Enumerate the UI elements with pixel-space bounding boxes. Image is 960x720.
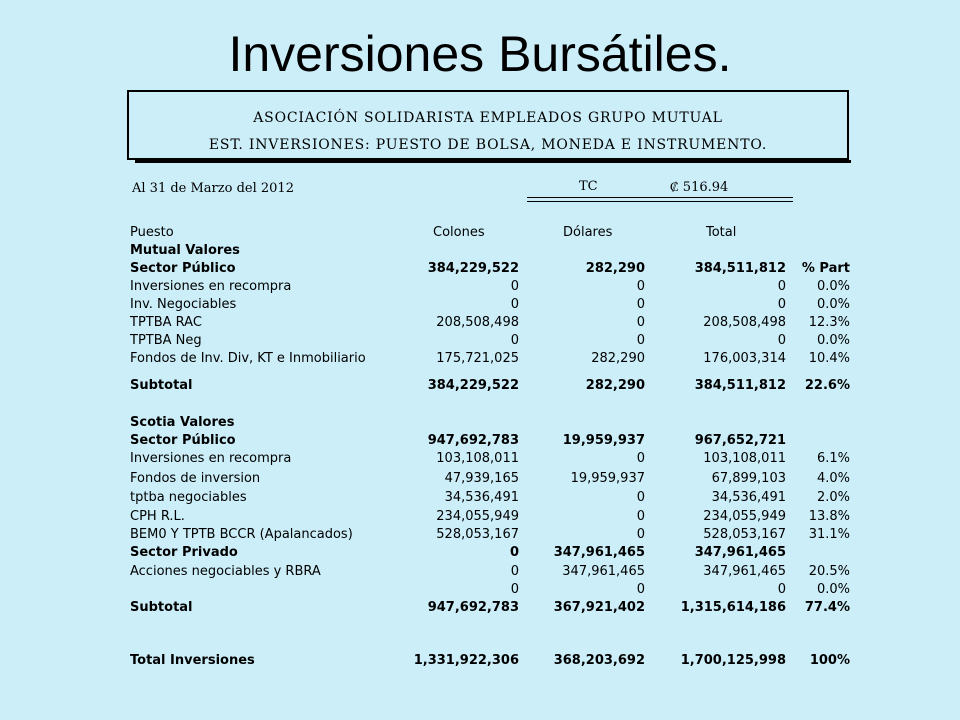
row-label: Fondos de inversion (130, 471, 261, 486)
row-label: Mutual Valores (130, 243, 240, 258)
exchange-rate-underline-double (527, 201, 793, 202)
table-row (0, 332, 960, 350)
table-row (0, 526, 960, 544)
row-label: CPH R.L. (130, 509, 185, 524)
cell-total: 347,961,465 (703, 564, 786, 579)
cell-part: 20.5% (808, 564, 850, 579)
cell-dolares: 0 (636, 297, 645, 312)
slide-title: Inversiones Bursátiles. (228, 26, 732, 82)
cell-total: 384,511,812 (694, 261, 786, 276)
table-row (0, 652, 960, 670)
table-header-row (0, 224, 960, 242)
table-row (0, 296, 960, 314)
row-label: TPTBA RAC (130, 315, 202, 330)
table-row (0, 489, 960, 507)
cell-dolares: 19,959,937 (570, 471, 645, 486)
cell-colones: 384,229,522 (427, 261, 519, 276)
table-row (0, 581, 960, 599)
cell-dolares: 367,921,402 (553, 600, 645, 615)
table-row (0, 432, 960, 450)
cell-total: 103,108,011 (703, 451, 786, 466)
report-date: Al 31 de Marzo del 2012 (132, 181, 294, 196)
row-label: tptba negociables (130, 490, 247, 505)
table-row (0, 314, 960, 332)
cell-dolares: 0 (636, 451, 645, 466)
cell-colones: 0 (510, 297, 519, 312)
cell-part: 0.0% (816, 297, 850, 312)
cell-part: 31.1% (808, 527, 850, 542)
col-header-total: Total (706, 225, 737, 240)
cell-total: 234,055,949 (703, 509, 786, 524)
table-row (0, 563, 960, 581)
cell-part: 2.0% (816, 490, 850, 505)
cell-part: 100% (809, 653, 850, 668)
row-label: BEM0 Y TPTB BCCR (Apalancados) (130, 527, 353, 542)
cell-dolares: 0 (636, 509, 645, 524)
cell-dolares: 347,961,465 (562, 564, 645, 579)
cell-dolares: 19,959,937 (562, 433, 645, 448)
table-row (0, 278, 960, 296)
cell-dolares: 0 (636, 527, 645, 542)
cell-part: 0.0% (816, 582, 850, 597)
cell-part: 77.4% (804, 600, 850, 615)
cell-total: 34,536,491 (711, 490, 786, 505)
row-label: Acciones negociables y RBRA (130, 564, 321, 579)
cell-colones: 1,331,922,306 (413, 653, 519, 668)
cell-total: 208,508,498 (703, 315, 786, 330)
table-row (0, 242, 960, 260)
cell-part: 10.4% (808, 351, 850, 366)
cell-colones: 384,229,522 (427, 378, 519, 393)
cell-dolares: 347,961,465 (553, 545, 645, 560)
row-label: Inversiones en recompra (130, 451, 292, 466)
cell-colones: 947,692,783 (427, 433, 519, 448)
cell-dolares: 0 (636, 315, 645, 330)
cell-colones: 208,508,498 (436, 315, 519, 330)
row-label: Total Inversiones (130, 653, 255, 668)
cell-dolares: 0 (636, 490, 645, 505)
cell-colones: 947,692,783 (427, 600, 519, 615)
cell-part: 4.0% (816, 471, 850, 486)
cell-colones: 47,939,165 (444, 471, 519, 486)
cell-dolares: 0 (636, 279, 645, 294)
cell-total: 1,315,614,186 (680, 600, 786, 615)
table-row (0, 260, 960, 278)
cell-total: 1,700,125,998 (680, 653, 786, 668)
cell-part: 0.0% (816, 333, 850, 348)
cell-dolares: 368,203,692 (553, 653, 645, 668)
cell-dolares: 0 (636, 333, 645, 348)
cell-dolares: 282,290 (585, 378, 645, 393)
cell-total: 0 (777, 582, 786, 597)
row-label: Subtotal (130, 600, 193, 615)
cell-part: 0.0% (816, 279, 850, 294)
cell-dolares: 282,290 (585, 261, 645, 276)
cell-colones: 528,053,167 (436, 527, 519, 542)
cell-colones: 34,536,491 (444, 490, 519, 505)
table-row (0, 414, 960, 432)
cell-total: 347,961,465 (694, 545, 786, 560)
row-label: Sector Privado (130, 545, 238, 560)
cell-colones: 0 (510, 564, 519, 579)
cell-colones: 0 (509, 545, 519, 560)
row-label: Scotia Valores (130, 415, 235, 430)
col-header-dolares: Dólares (563, 225, 613, 240)
cell-total: 0 (777, 279, 786, 294)
cell-part: 13.8% (808, 509, 850, 524)
table-row (0, 599, 960, 617)
cell-part: 6.1% (816, 451, 850, 466)
table-row (0, 350, 960, 368)
cell-total: 0 (777, 333, 786, 348)
cell-total: 0 (777, 297, 786, 312)
exchange-rate-underline (527, 197, 793, 198)
row-label: TPTBA Neg (130, 333, 202, 348)
cell-total: 528,053,167 (703, 527, 786, 542)
cell-colones: 0 (510, 279, 519, 294)
exchange-rate-value: ₡ 516.94 (670, 180, 729, 195)
cell-colones: 103,108,011 (436, 451, 519, 466)
row-label: Inversiones en recompra (130, 279, 292, 294)
col-header-colones: Colones (433, 225, 485, 240)
cell-colones: 234,055,949 (436, 509, 519, 524)
cell-colones: 0 (510, 333, 519, 348)
cell-total: 67,899,103 (711, 471, 786, 486)
report-header-line1: ASOCIACIÓN SOLIDARISTA EMPLEADOS GRUPO MUTUAL (253, 110, 723, 126)
cell-total: 967,652,721 (694, 433, 786, 448)
cell-part: 22.6% (804, 378, 850, 393)
row-label: Subtotal (130, 378, 193, 393)
header-shadow (135, 160, 851, 163)
cell-total: 176,003,314 (703, 351, 786, 366)
cell-part: 12.3% (808, 315, 850, 330)
table-row (0, 470, 960, 488)
table-row (0, 544, 960, 562)
table-row (0, 508, 960, 526)
row-label: Sector Público (130, 261, 236, 276)
row-label: Inv. Negociables (130, 297, 237, 312)
col-header-puesto: Puesto (130, 225, 174, 240)
report-header-box (127, 90, 849, 160)
cell-dolares: 0 (636, 582, 645, 597)
row-label: Sector Público (130, 433, 236, 448)
row-label: Fondos de Inv. Div, KT e Inmobiliario (130, 351, 366, 366)
table-row (0, 450, 960, 468)
cell-total: 384,511,812 (694, 378, 786, 393)
cell-part: % Part (801, 261, 850, 276)
exchange-rate-label: TC (579, 179, 598, 194)
report-header-line2: EST. INVERSIONES: PUESTO DE BOLSA, MONEDA E INSTRUMENTO. (208, 137, 768, 153)
cell-colones: 0 (510, 582, 519, 597)
cell-colones: 175,721,025 (436, 351, 519, 366)
table-row (0, 377, 960, 395)
cell-dolares: 282,290 (591, 351, 645, 366)
